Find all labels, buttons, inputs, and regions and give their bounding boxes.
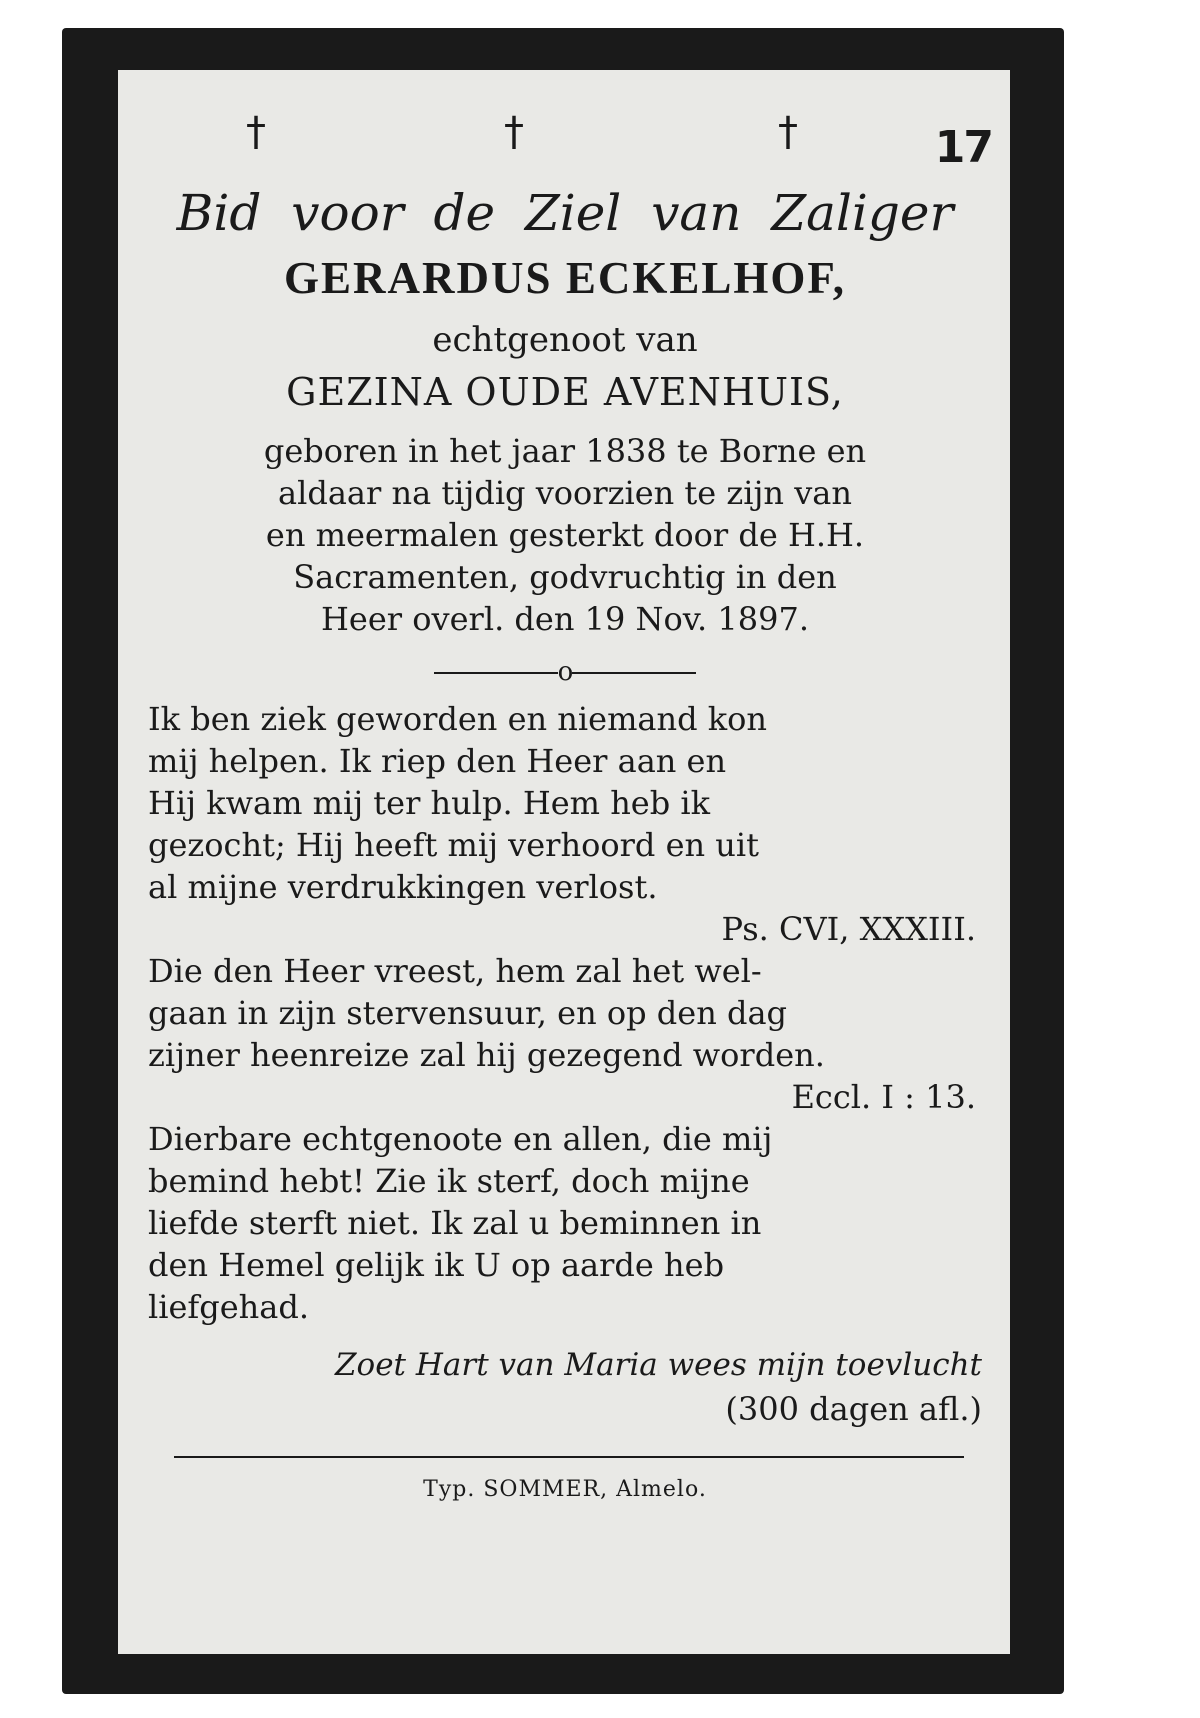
divider-line <box>572 672 696 674</box>
biography-line: aldaar na tijdig voorzien te zijn van <box>278 474 852 512</box>
biography-line: Heer overl. den 19 Nov. 1897. <box>321 600 809 638</box>
divider-mark: o <box>557 657 573 687</box>
deceased-name: GERARDUS ECKELHOF, <box>284 253 846 303</box>
cross-icon: † <box>778 109 798 155</box>
printer-credit: Typ. SOMMER, Almelo. <box>423 1477 707 1502</box>
verse-1-reference: Ps. CVI, XXXIII. <box>721 910 976 948</box>
memorial-card <box>62 28 1064 1694</box>
verse-line: gaan in zijn stervensuur, en op den dag <box>148 994 788 1032</box>
spouse-label: echtgenoot van <box>432 320 698 360</box>
heading: Bid voor de Ziel van Zaliger <box>176 184 954 242</box>
verse-line: liefgehad. <box>148 1288 310 1326</box>
verse-line: liefde sterft niet. Ik zal u beminnen in <box>148 1204 762 1242</box>
verse-2-reference: Eccl. I : 13. <box>791 1078 976 1116</box>
cross-row <box>118 109 1010 162</box>
footer-rule <box>174 1456 964 1458</box>
verse-line: den Hemel gelijk ik U op aarde heb <box>148 1246 725 1284</box>
biography-line: Sacramenten, godvruchtig in den <box>293 558 837 596</box>
prayer: Zoet Hart van Maria wees mijn toevlucht <box>335 1347 982 1383</box>
biography-line: en meermalen gesterkt door de H.H. <box>265 516 865 554</box>
verse-line: bemind hebt! Zie ik sterf, doch mijne <box>148 1162 750 1200</box>
biography <box>148 430 982 640</box>
verse-line: Hij kwam mij ter hulp. Hem heb ik <box>148 784 711 822</box>
card-paper <box>118 70 1010 1654</box>
cross-icon: † <box>246 109 266 155</box>
indulgence: (300 dagen afl.) <box>725 1390 982 1428</box>
verse-line: mij helpen. Ik riep den Heer aan en <box>148 742 727 780</box>
cross-icon: † <box>504 109 524 155</box>
biography-line: geboren in het jaar 1838 te Borne en <box>263 432 867 470</box>
verse-line: Dierbare echtgenoote en allen, die mij <box>148 1120 773 1158</box>
verse-1 <box>148 698 982 908</box>
card-content <box>148 182 982 1506</box>
verse-line: Ik ben ziek geworden en niemand kon <box>148 700 768 738</box>
verse-line: Die den Heer vreest, hem zal het wel- <box>148 952 762 990</box>
verse-line: al mijne verdrukkingen verlost. <box>148 868 658 906</box>
divider <box>148 652 982 692</box>
verse-line: zijner heenreize zal hij gezegend worden. <box>148 1036 825 1074</box>
page-number: 17 <box>934 122 992 173</box>
verse-2 <box>148 950 982 1076</box>
verse-3 <box>148 1118 982 1328</box>
divider-line <box>434 672 558 674</box>
verse-line: gezocht; Hij heeft mij verhoord en uit <box>148 826 759 864</box>
spouse-name: GEZINA OUDE AVENHUIS, <box>286 370 844 414</box>
